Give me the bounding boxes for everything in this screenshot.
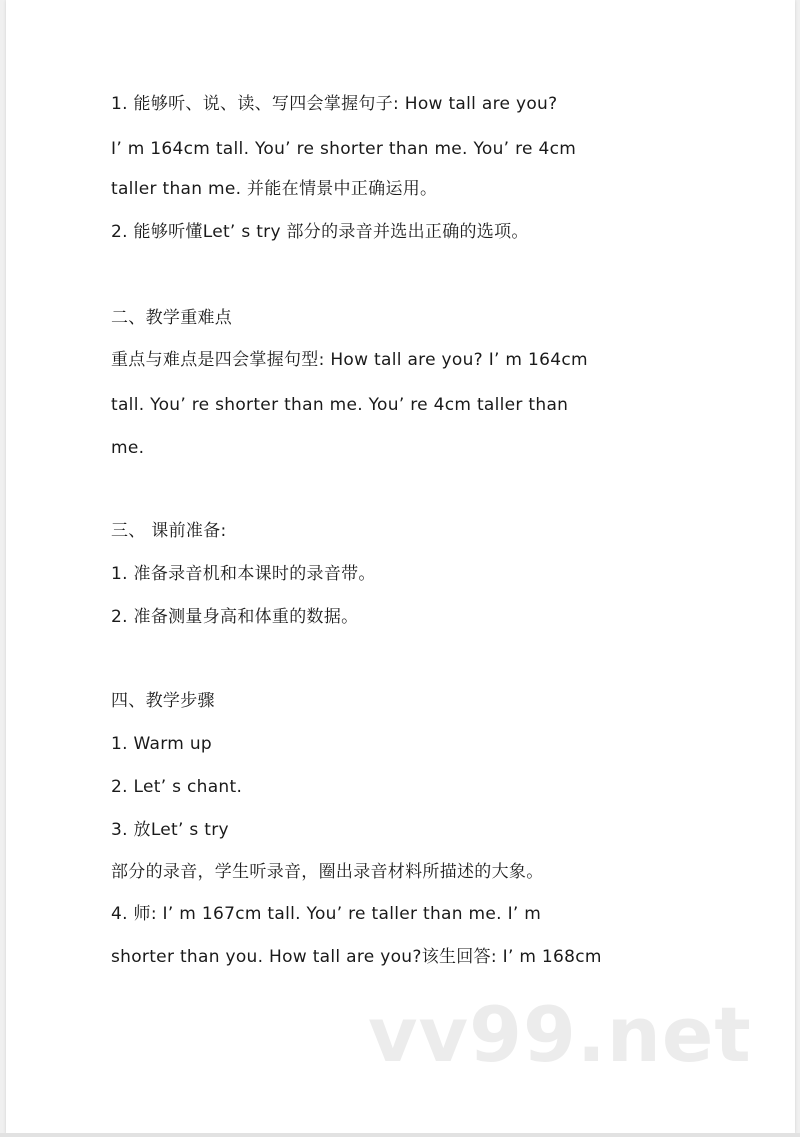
key-points-line-2: tall. You’ re shorter than me. You’ re 4cm taller than (111, 395, 569, 415)
watermark: vv99.net (368, 990, 752, 1079)
step-3: 3. 放Let’ s try (111, 820, 229, 840)
section-heading-key-points: 二、教学重难点 (111, 308, 233, 328)
step-4-line-2: shorter than you. How tall are you?该生回答: I’ m 168cm (111, 947, 602, 967)
preparation-item-1: 1. 准备录音机和本课时的录音带。 (111, 564, 376, 584)
objective-2: 2. 能够听懂Let’ s try 部分的录音并选出正确的选项。 (111, 222, 529, 242)
objective-1-line-1: 1. 能够听、说、读、写四会掌握句子: How tall are you? (111, 94, 558, 114)
objective-1-line-2: I’ m 164cm tall. You’ re shorter than me. You’ re 4cm (111, 139, 577, 159)
page-bottom-divider (0, 1133, 800, 1137)
key-points-line-1: 重点与难点是四会掌握句型: How tall are you? I’ m 164cm (111, 350, 588, 370)
objective-1-line-3: taller than me. 并能在情景中正确运用。 (111, 179, 438, 199)
key-points-line-3: me. (111, 438, 145, 458)
step-2: 2. Let’ s chant. (111, 777, 243, 797)
step-3-continued: 部分的录音，学生听录音，圈出录音材料所描述的大象。 (111, 862, 544, 882)
section-heading-preparation: 三、 课前准备: (111, 521, 227, 541)
step-1: 1. Warm up (111, 734, 212, 754)
preparation-item-2: 2. 准备测量身高和体重的数据。 (111, 607, 359, 627)
step-4-line-1: 4. 师: I’ m 167cm tall. You’ re taller than me. I’ m (111, 904, 542, 924)
section-heading-steps: 四、教学步骤 (111, 691, 215, 711)
